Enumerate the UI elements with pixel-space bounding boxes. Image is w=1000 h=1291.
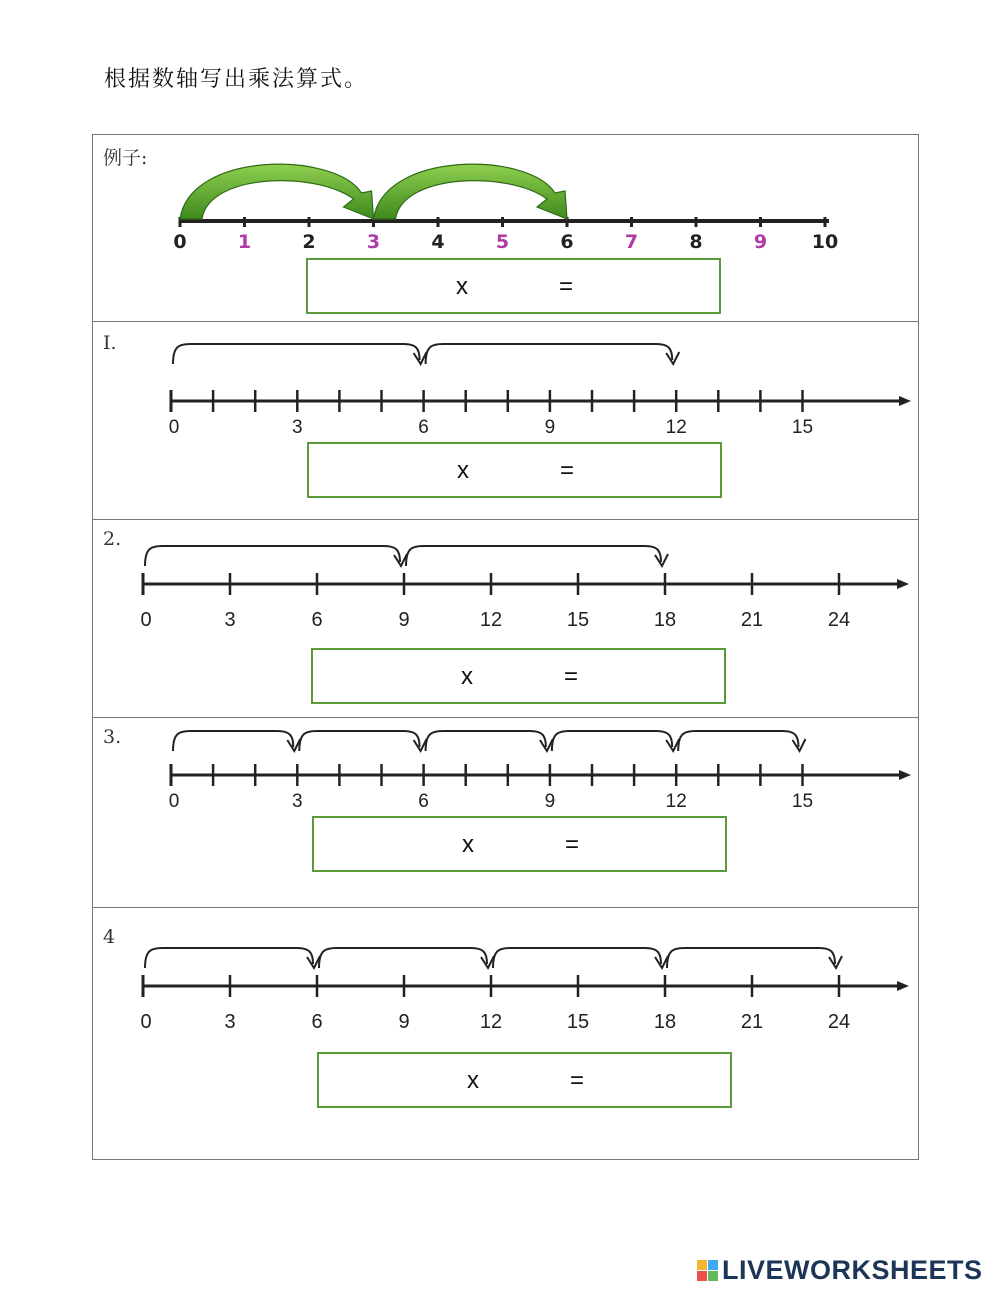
problem-3-answer-box[interactable]	[312, 816, 727, 872]
axis-arrowhead	[899, 770, 911, 780]
tick-label: 4	[431, 231, 445, 253]
times-sign: x	[457, 457, 469, 484]
times-sign: x	[461, 663, 473, 690]
problem-4-number-line	[93, 908, 920, 1162]
example-label: 例子:	[103, 147, 148, 169]
problem-1-factor-1-input[interactable]	[317, 454, 441, 490]
problem-4-factor-2-input[interactable]	[491, 1064, 565, 1100]
tick-label: 6	[418, 791, 429, 812]
tick-label: 15	[566, 1011, 590, 1033]
logo-block	[697, 1260, 707, 1270]
tick-label: 6	[311, 609, 323, 631]
jump-arc	[493, 948, 661, 968]
tick-label: 7	[624, 231, 639, 253]
tick-label: 3	[292, 417, 303, 438]
problem-1-section	[93, 321, 918, 519]
tick-label: 9	[544, 791, 556, 812]
problem-3-product-input[interactable]	[594, 828, 718, 864]
tick-label: 3	[224, 609, 236, 631]
equals-sign: =	[570, 1067, 585, 1094]
tick-label: 15	[566, 609, 590, 631]
jump-arc	[552, 731, 672, 751]
tick-label: 18	[653, 609, 677, 631]
tick-label: 0	[140, 609, 152, 631]
tick-label: 15	[791, 417, 814, 438]
problem-3-factor-1-input[interactable]	[322, 828, 446, 864]
times-sign: x	[467, 1067, 479, 1094]
problem-1-factor-2-input[interactable]	[481, 454, 555, 490]
equals-sign: =	[559, 273, 574, 300]
problem-2-factor-1-input[interactable]	[321, 660, 445, 696]
tick-label: 3	[224, 1011, 236, 1033]
axis-arrowhead	[899, 396, 911, 406]
tick-label: 6	[418, 417, 429, 438]
problem-2-factor-2-input[interactable]	[485, 660, 559, 696]
jump-arc	[173, 731, 293, 751]
times-sign: x	[456, 273, 468, 300]
problem-4-section	[93, 907, 918, 1161]
jump-arc	[319, 948, 487, 968]
problem-2-answer-box[interactable]	[311, 648, 726, 704]
tick-label: 12	[479, 609, 503, 631]
tick-label: 12	[479, 1011, 503, 1033]
tick-label: 0	[140, 1011, 152, 1033]
jump-arrow	[374, 164, 568, 219]
example-answer-box	[306, 258, 721, 314]
tick-label: 2	[302, 231, 316, 253]
tick-label: 9	[544, 417, 556, 438]
jump-arc	[406, 546, 661, 566]
tick-label: 0	[168, 417, 180, 438]
jump-arc	[667, 948, 835, 968]
axis-arrowhead	[897, 981, 909, 991]
tick-label: 12	[665, 417, 687, 438]
problem-4-answer-box[interactable]	[317, 1052, 732, 1108]
instruction-title: 根据数轴写出乘法算式。	[104, 67, 369, 92]
liveworksheets-logo	[697, 1255, 983, 1285]
axis-arrowhead	[897, 579, 909, 589]
jump-arc	[678, 731, 798, 751]
problem-2-section	[93, 519, 918, 717]
jump-arc	[145, 948, 313, 968]
times-sign: x	[462, 831, 474, 858]
tick-label: 0	[168, 791, 180, 812]
problem-1-product-input[interactable]	[589, 454, 713, 490]
tick-label: 8	[689, 231, 703, 253]
tick-label: 15	[791, 791, 814, 812]
logo-blocks-icon	[697, 1260, 718, 1281]
tick-label: 21	[740, 1011, 764, 1033]
tick-label: 1	[237, 231, 252, 253]
problem-4-product-input[interactable]	[599, 1064, 723, 1100]
equals-sign: =	[564, 663, 579, 690]
problem-3-label: 3.	[103, 726, 122, 748]
tick-label: 24	[827, 609, 851, 631]
worksheet-table	[92, 134, 919, 1160]
tick-label: 6	[311, 1011, 323, 1033]
problem-4-factor-1-input[interactable]	[327, 1064, 451, 1100]
logo-block	[708, 1260, 718, 1270]
problem-1-answer-box[interactable]	[307, 442, 722, 498]
logo-block	[708, 1271, 718, 1281]
example-section	[93, 135, 918, 321]
equals-sign: =	[565, 831, 580, 858]
jump-arc	[145, 546, 400, 566]
problem-1-label: I.	[103, 332, 117, 354]
tick-label: 9	[398, 609, 410, 631]
jump-arrow	[180, 164, 374, 219]
jump-arc	[299, 731, 419, 751]
problem-3-factor-2-input[interactable]	[486, 828, 560, 864]
tick-label: 24	[827, 1011, 851, 1033]
problem-4-label: 4	[103, 926, 116, 948]
tick-label: 9	[753, 231, 768, 253]
tick-label: 21	[740, 609, 764, 631]
jump-arc	[426, 731, 546, 751]
problem-3-number-line	[93, 718, 920, 908]
tick-label: 6	[560, 231, 574, 253]
tick-label: 10	[811, 231, 839, 253]
problem-2-label: 2.	[103, 528, 122, 550]
tick-label: 3	[366, 231, 381, 253]
tick-label: 12	[665, 791, 687, 812]
tick-label: 9	[398, 1011, 410, 1033]
tick-label: 3	[292, 791, 303, 812]
jump-arc	[173, 344, 420, 364]
tick-label: 5	[495, 231, 510, 253]
tick-label: 18	[653, 1011, 677, 1033]
problem-3-section	[93, 717, 918, 907]
equals-sign: =	[560, 457, 575, 484]
logo-block	[697, 1271, 707, 1281]
problem-2-product-input[interactable]	[593, 660, 717, 696]
jump-arc	[426, 344, 673, 364]
logo-wordmark: LIVEWORKSHEETS	[722, 1254, 983, 1285]
tick-label: 0	[173, 231, 187, 253]
